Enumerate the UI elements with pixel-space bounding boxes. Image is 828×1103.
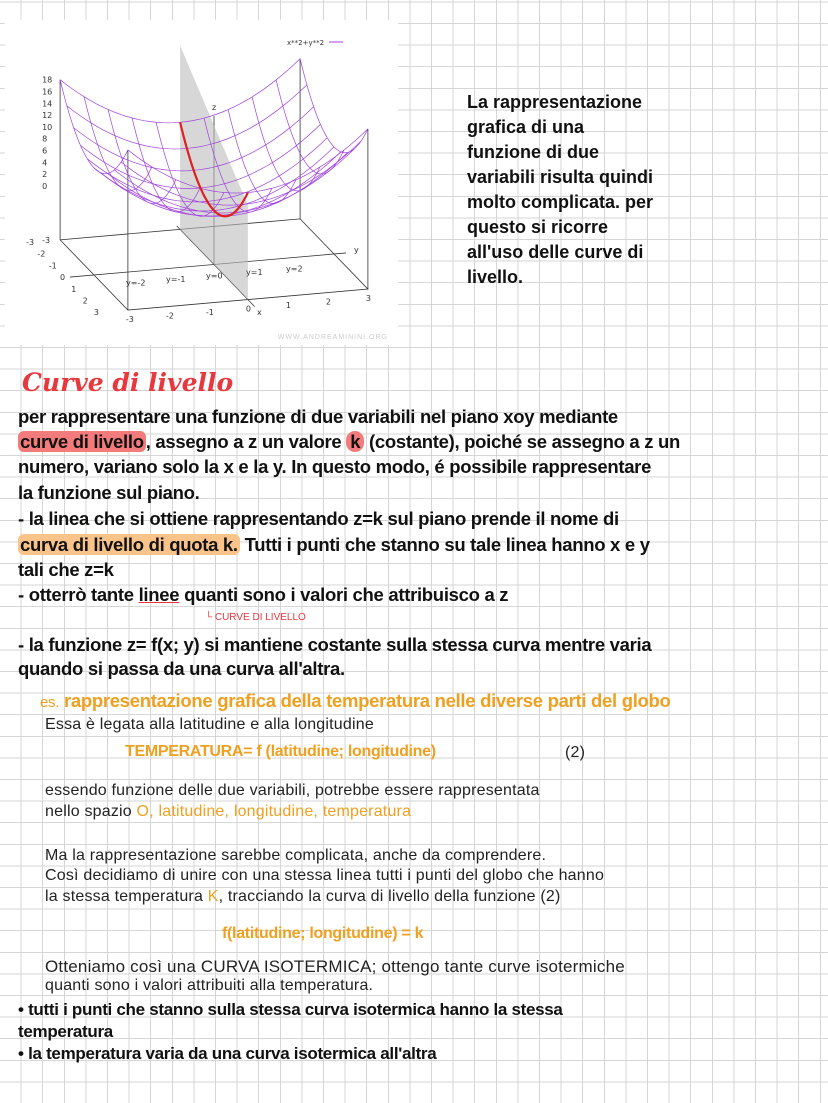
mesh-line bbox=[252, 97, 320, 191]
z-tick-label: 2 bbox=[42, 170, 48, 180]
plane-label: y=0 bbox=[206, 271, 223, 281]
example-heading bbox=[40, 690, 671, 712]
formula-temperature: TEMPERATURA= f (latitudine; longitudine) bbox=[125, 743, 436, 760]
hand-line bbox=[45, 803, 411, 821]
plane-label: y=-1 bbox=[166, 274, 186, 284]
hand-line: Ma la rappresentazione sarebbe complicata, anche da comprendere. bbox=[45, 847, 547, 864]
plane-label: y=2 bbox=[286, 264, 303, 274]
hand-line bbox=[45, 888, 561, 906]
z-tick-label: 16 bbox=[42, 87, 53, 97]
x-tick-label-left: 0 bbox=[60, 273, 66, 283]
formula-ref: (2) bbox=[565, 744, 586, 761]
plane-y0 bbox=[180, 46, 248, 300]
bullet-line: • tutti i punti che stanno sulla stessa curva isotermica hanno la stessa bbox=[18, 1000, 563, 1019]
heading-text: rappresentazione grafica della temperatura nelle diverse parti del globo bbox=[63, 690, 671, 711]
paraboloid-figure bbox=[5, 20, 398, 345]
annotation-curve-di-livello: └ CURVE DI LIVELLO bbox=[205, 612, 306, 623]
x-tick-label-left: 3 bbox=[93, 308, 99, 318]
highlight-curva-di-quota: curva di livello di quota k. bbox=[20, 534, 238, 555]
z-tick-label: 14 bbox=[42, 99, 53, 109]
mesh-line bbox=[128, 129, 368, 193]
highlight-k: k bbox=[346, 431, 364, 452]
text: - otterrò tante bbox=[18, 584, 139, 605]
text: quanti sono i valori che attribuisco a z bbox=[179, 584, 509, 605]
x-tick-label-left: 1 bbox=[71, 284, 77, 294]
side-line: questo si ricorre bbox=[467, 217, 609, 237]
k-label: K bbox=[207, 888, 219, 905]
hand-line: quanti sono i valori attribuiti alla temperatura. bbox=[45, 977, 374, 994]
hand-line: essendo funzione delle due variabili, potrebbe essere rappresentata bbox=[45, 782, 540, 799]
plane-label: y=1 bbox=[246, 267, 263, 277]
text-line: tali che z=k bbox=[18, 559, 114, 580]
text-line bbox=[18, 584, 508, 606]
z-axis-label: z bbox=[212, 103, 217, 113]
side-note bbox=[467, 90, 717, 290]
x-tick-label-bottom: 1 bbox=[285, 301, 291, 311]
x-axis-label: x bbox=[256, 307, 262, 317]
text: , tracciando la curva di livello della funzione (2) bbox=[218, 888, 561, 905]
y-axis-label: y bbox=[354, 245, 359, 255]
z-tick-label: 6 bbox=[42, 146, 48, 156]
text: Tutti i punti che stanno su tale linea hanno x e y bbox=[239, 534, 650, 555]
hand-line: Essa è legata alla latitudine e alla longitudine bbox=[45, 716, 374, 733]
z-tick-label: 10 bbox=[42, 122, 53, 132]
highlight-curve-di-livello: curve di livello bbox=[20, 431, 144, 452]
hand-line: Otteniamo così una CURVA ISOTERMICA; ottengo tante curve isotermiche bbox=[45, 957, 625, 976]
section-title: Curve di livello bbox=[22, 368, 234, 397]
text-line: per rappresentare una funzione di due variabili nel piano xoy mediante bbox=[18, 406, 618, 427]
x-tick-label-bottom: 0 bbox=[245, 304, 251, 314]
watermark: WWW.ANDREAMININI.ORG bbox=[277, 334, 388, 341]
formula-level-curve: f(latitudine; longitudine) = k bbox=[222, 925, 424, 942]
x-tick-label-bottom: -3 bbox=[125, 315, 134, 325]
paraboloid-plot bbox=[5, 20, 398, 345]
space-axes: O, latitudine, longitudine, temperatura bbox=[136, 803, 412, 820]
side-line: all'uso delle curve di bbox=[467, 242, 644, 262]
x-tick-label-bottom: 2 bbox=[325, 297, 331, 307]
text: nello spazio bbox=[45, 803, 137, 820]
z-floor-label: -3 bbox=[42, 235, 51, 245]
z-tick-label: 4 bbox=[42, 158, 48, 168]
side-line: livello. bbox=[467, 267, 524, 287]
text-line bbox=[18, 534, 650, 556]
text: , assegno a z un valore bbox=[145, 431, 347, 452]
mesh-line bbox=[276, 80, 344, 174]
z-tick-label: 0 bbox=[42, 181, 48, 191]
text-line: numero, variano solo la x e la y. In questo modo, é possibile rappresentare bbox=[18, 456, 652, 477]
z-tick-label: 8 bbox=[42, 134, 48, 144]
bullet-line: temperatura bbox=[18, 1022, 113, 1041]
x-tick-label-bottom: 3 bbox=[365, 294, 371, 304]
z-tick-label: 18 bbox=[42, 75, 53, 85]
text-line: la funzione sul piano. bbox=[18, 482, 200, 503]
x-tick-label-bottom: -1 bbox=[205, 308, 214, 318]
text-line: quando si passa da una curva all'altra. bbox=[18, 658, 345, 679]
side-line: La rappresentazione bbox=[467, 92, 643, 112]
side-line: funzione di due bbox=[467, 142, 599, 162]
bullet-line: • la temperatura varia da una curva isotermica all'altra bbox=[18, 1044, 437, 1063]
text-line: - la funzione z= f(x; y) si mantiene costante sulla stessa curva mentre varia bbox=[18, 634, 652, 655]
legend-label: x**2+y**2 bbox=[287, 39, 325, 47]
z-tick-label: 12 bbox=[42, 111, 53, 121]
es-label: es. bbox=[40, 694, 60, 711]
x-tick-label-left: 2 bbox=[82, 296, 88, 306]
plane-label: y=-2 bbox=[126, 278, 146, 288]
text: la stessa temperatura bbox=[45, 888, 208, 905]
text-line bbox=[18, 431, 680, 453]
hand-line: Così decidiamo di unire con una stessa linea tutti i punti del globo che hanno bbox=[45, 867, 605, 884]
x-tick-label-left: -1 bbox=[48, 261, 57, 271]
x-tick-label-bottom: -2 bbox=[165, 311, 174, 321]
text-line: - la linea che si ottiene rappresentando z=k sul piano prende il nome di bbox=[18, 508, 619, 529]
mesh-line bbox=[60, 80, 128, 174]
underlined-linee: linee bbox=[138, 584, 180, 605]
x-tick-label-left: -3 bbox=[26, 237, 35, 247]
side-line: molto complicata. per bbox=[467, 192, 654, 212]
side-line: variabili risulta quindi bbox=[467, 167, 654, 187]
text: (costante), poiché se assegno a z un bbox=[364, 431, 681, 452]
side-line: grafica di una bbox=[467, 117, 585, 137]
x-tick-label-left: -2 bbox=[37, 249, 46, 259]
